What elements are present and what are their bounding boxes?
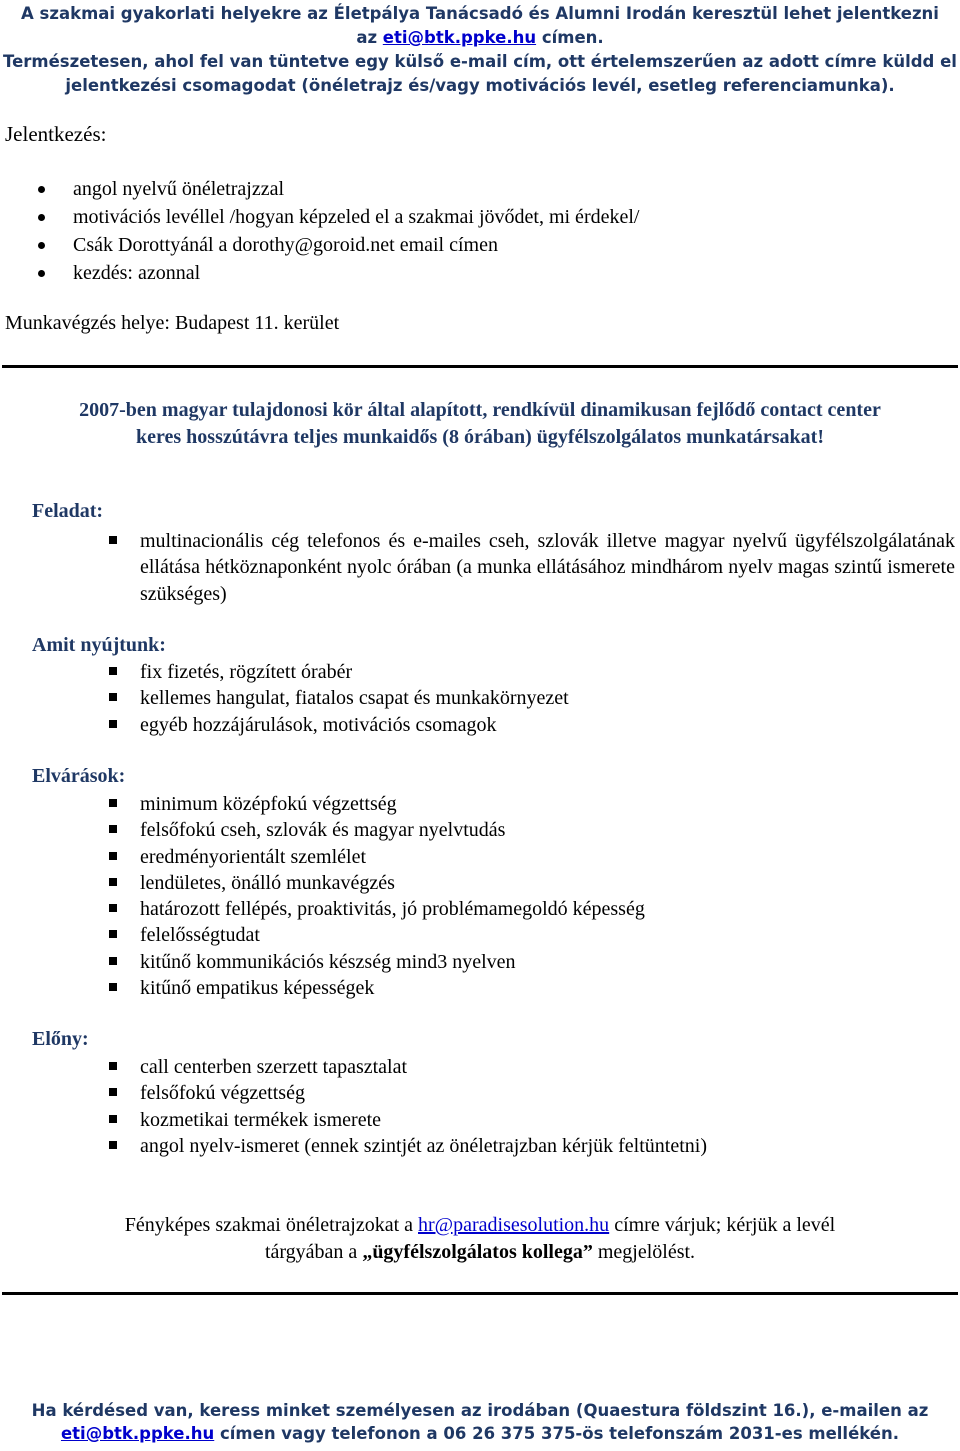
list-item: call centerben szerzett tapasztalat: [108, 1054, 707, 1080]
list-item: multinacionális cég telefonos és e-mailes cseh, szlovák illetve magyar nyelvű ügyfélszolgálatának ellátása hétköznaponként nyolc órában (a munka ellátásához mindhárom nyelv magas szintű ismerete szükséges): [108, 528, 955, 607]
list-item: felelősségtudat: [108, 922, 645, 948]
list-item: határozott fellépés, proaktivitás, jó problémamegoldó képesség: [108, 896, 645, 922]
list-item: motivációs levéllel /hogyan képzeled el a szakmai jövődet, mi érdekel/: [38, 204, 639, 232]
application-list: [38, 176, 639, 288]
footer-line-2: eti@btk.ppke.hu címen vagy telefonon a 06 26 375 375-ös telefonszám 2031-es mellékén.: [60, 1424, 900, 1443]
advantage-heading: Előny:: [32, 1028, 89, 1050]
footer-contact: [0, 1399, 960, 1445]
requirements-list: [108, 791, 645, 1001]
list-item: angol nyelv-ismeret (ennek szintjét az önéletrajzban kérjük feltüntetni): [108, 1133, 707, 1159]
job-intro: [0, 397, 960, 451]
offer-list: [108, 659, 569, 738]
divider-bottom: [2, 1292, 958, 1295]
subject-line: „ügyfélszolgálatos kollega”: [362, 1241, 593, 1263]
offer-heading: Amit nyújtunk:: [32, 634, 166, 656]
task-list: [108, 528, 955, 607]
list-item: lendületes, önálló munkavégzés: [108, 870, 645, 896]
task-heading: Feladat:: [32, 500, 104, 522]
list-item: fix fizetés, rögzített órabér: [108, 659, 569, 685]
requirements-heading: Elvárások:: [32, 765, 126, 787]
list-item: kitűnő kommunikációs készség mind3 nyelven: [108, 949, 645, 975]
closing-text: [0, 1212, 960, 1266]
header-line-3: Természetesen, ahol fel van tüntetve egy külső e-mail cím, ott értelemszerűen az adott címre küldd el: [3, 52, 957, 71]
list-item: felsőfokú végzettség: [108, 1080, 707, 1106]
header-line-4: jelentkezési csomagodat (önéletrajz és/vagy motivációs levél, esetleg referenciamunka).: [65, 76, 895, 95]
intro-line-2: keres hosszútávra teljes munkaidős (8 órában) ügyfélszolgálatos munkatársakat!: [136, 426, 824, 448]
list-item: felsőfokú cseh, szlovák és magyar nyelvtudás: [108, 817, 645, 843]
header-line-1: A szakmai gyakorlati helyekre az Életpálya Tanácsadó és Alumni Irodán keresztül lehet jelentkezni: [21, 4, 939, 23]
work-location: Munkavégzés helye: Budapest 11. kerület: [5, 312, 340, 334]
application-heading: Jelentkezés:: [5, 122, 107, 146]
advantage-list: [108, 1054, 707, 1159]
footer-email-link[interactable]: eti@btk.ppke.hu: [60, 1424, 215, 1443]
header-notice: [0, 2, 960, 98]
intro-line-1: 2007-ben magyar tulajdonosi kör által alapított, rendkívül dinamikusan fejlődő contact center: [79, 399, 881, 421]
closing-line-1: Fényképes szakmai önéletrajzokat a hr@paradisesolution.hu címre várjuk; kérjük a levél: [124, 1214, 836, 1236]
list-item: kitűnő empatikus képességek: [108, 975, 645, 1001]
list-item: egyéb hozzájárulások, motivációs csomagok: [108, 712, 569, 738]
list-item: angol nyelvű önéletrajzzal: [38, 176, 639, 204]
list-item: kezdés: azonnal: [38, 260, 639, 288]
divider-top: [2, 365, 958, 368]
list-item: eredményorientált szemlélet: [108, 844, 645, 870]
header-email-link[interactable]: eti@btk.ppke.hu: [382, 28, 537, 47]
list-item: minimum középfokú végzettség: [108, 791, 645, 817]
list-item: kellemes hangulat, fiatalos csapat és munkakörnyezet: [108, 685, 569, 711]
list-item: kozmetikai termékek ismerete: [108, 1107, 707, 1133]
hr-email-link[interactable]: hr@paradisesolution.hu: [418, 1214, 610, 1236]
header-line-2: az eti@btk.ppke.hu címen.: [356, 28, 604, 47]
footer-line-1: Ha kérdésed van, keress minket személyesen az irodában (Quaestura földszint 16.), e-mailen az: [31, 1401, 929, 1420]
list-item: Csák Dorottyánál a dorothy@goroid.net email címen: [38, 232, 639, 260]
closing-line-2: tárgyában a „ügyfélszolgálatos kollega” megjelölést.: [264, 1241, 696, 1263]
